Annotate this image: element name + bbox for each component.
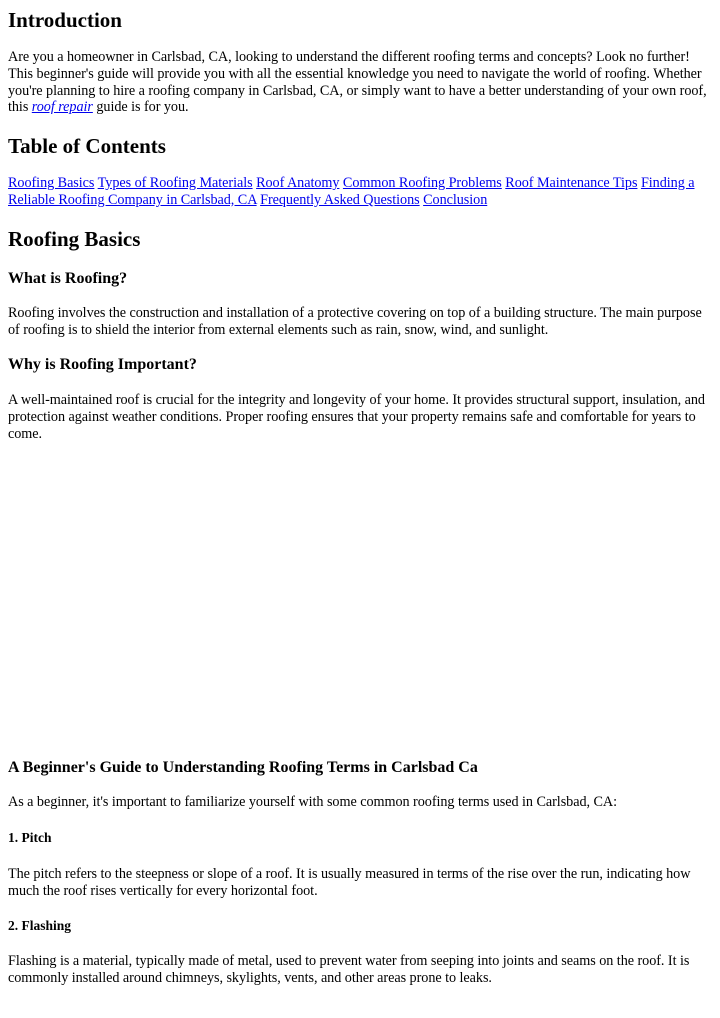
toc-heading: Table of Contents [8, 134, 166, 158]
roofing-basics-heading: Roofing Basics [8, 227, 141, 251]
toc-link-types-of-roofing-materials[interactable]: Types of Roofing Materials [97, 175, 253, 191]
intro-paragraph [8, 49, 714, 116]
pitch-paragraph: The pitch refers to the steepness or slope of a roof. It is usually measured in terms of the rise over the run, indicating how much the roof rises vertically for every horizontal foot. [8, 866, 691, 899]
intro-text-after-link: guide is for you. [92, 99, 189, 116]
toc-link-conclusion[interactable]: Conclusion [423, 191, 488, 208]
what-is-roofing-heading: What is Roofing? [8, 270, 128, 287]
toc-link-faq[interactable]: Frequently Asked Questions [260, 191, 420, 208]
roof-repair-link[interactable]: roof repair [31, 99, 93, 116]
toc-link-roof-maintenance-tips[interactable]: Roof Maintenance Tips [505, 175, 638, 191]
beginners-guide-paragraph: As a beginner, it's important to familiarize yourself with some common roofing terms used in Carlsbad, CA: [8, 794, 617, 810]
beginners-guide-heading: A Beginner's Guide to Understanding Roofing Terms in Carlsbad Ca [8, 759, 478, 776]
what-is-roofing-paragraph: Roofing involves the construction and installation of a protective covering on top of a building structure. The main purpose of roofing is to shield the interior from external elements such as rain, snow, wind, and sunlight. [8, 305, 702, 338]
why-roofing-important-paragraph: A well-maintained roof is crucial for the integrity and longevity of your home. It provides structural support, insulation, and protection against weather conditions. Proper roofing ensures that your property remains safe and comfortable for years to come. [8, 392, 705, 442]
toc-link-common-roofing-problems[interactable]: Common Roofing Problems [342, 175, 502, 191]
toc-link-roofing-basics[interactable]: Roofing Basics [8, 175, 95, 191]
flashing-paragraph: Flashing is a material, typically made of metal, used to prevent water from seeping into joints and seams on the roof. It is commonly installed around chimneys, skylights, vents, and other areas prone to leaks. [8, 953, 690, 986]
toc-link-roof-anatomy[interactable]: Roof Anatomy [256, 175, 340, 191]
toc-link-finding-roofing-company[interactable]: Finding a Reliable Roofing Company in Carlsbad, CA [8, 175, 695, 208]
pitch-heading: 1. Pitch [8, 830, 52, 845]
flashing-heading: 2. Flashing [8, 918, 72, 933]
why-roofing-important-heading: Why is Roofing Important? [8, 356, 197, 373]
intro-text-before-link: Are you a homeowner in Carlsbad, CA, looking to understand the different roofing terms and concepts? Look no further! This beginner's guide will provide you with all the essential knowledge you need to navigate the world of roofing. Whether you're planning to hire a roofing company in Carlsbad, CA, or simply want to have a better understanding of your own roof, this [8, 49, 707, 116]
toc-links [8, 175, 714, 209]
intro-heading: Introduction [8, 8, 122, 32]
